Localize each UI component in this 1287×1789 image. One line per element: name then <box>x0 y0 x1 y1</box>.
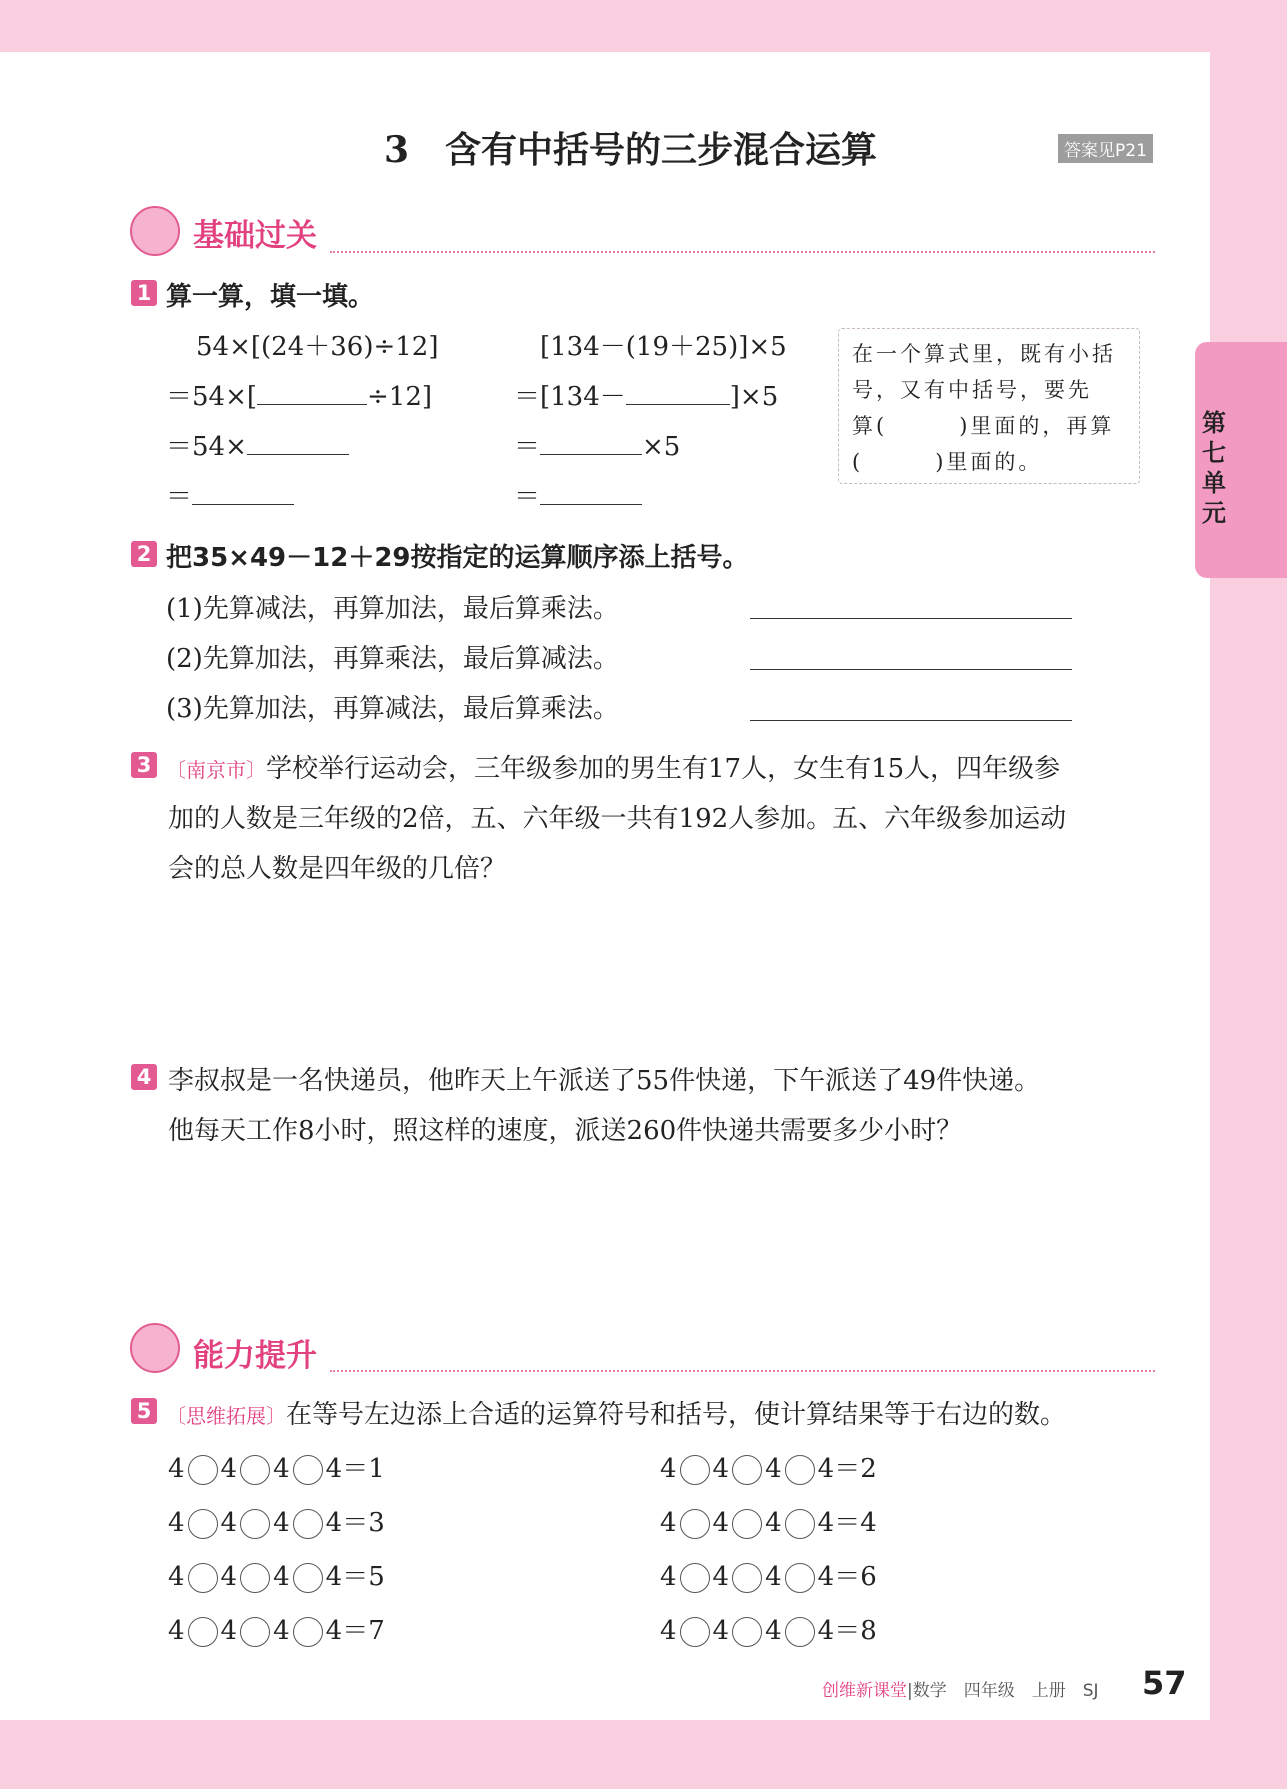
q5-result: ＝7 <box>342 1616 385 1646</box>
q5-digit: 4 <box>325 1616 343 1646</box>
q5-digit: 4 <box>817 1508 835 1538</box>
q2-item-1: (1)先算减法，再算加法，最后算乘法。 <box>166 594 619 624</box>
q5-operator-blank[interactable] <box>680 1563 710 1593</box>
q5-equation-right-4 <box>660 1610 877 1647</box>
q5-operator-blank[interactable] <box>785 1563 815 1593</box>
section-heading-basic: 基础过关 <box>193 218 317 254</box>
q1-right-line3-prefix: ＝ <box>514 432 541 462</box>
q1-blank-6[interactable] <box>540 482 642 505</box>
q5-result: ＝1 <box>342 1454 385 1484</box>
question-prompt: 把35×49－12＋29按指定的运算顺序添上括号。 <box>166 543 749 573</box>
q5-operator-blank[interactable] <box>732 1509 762 1539</box>
q5-digit: 4 <box>273 1508 290 1538</box>
section-divider <box>330 1370 1155 1372</box>
q5-digit: 4 <box>220 1562 238 1592</box>
q5-result: ＝6 <box>834 1562 877 1592</box>
q5-equation-right-1 <box>660 1448 877 1485</box>
q1-right-line3-suffix: ×5 <box>642 432 681 462</box>
q5-operator-blank[interactable] <box>240 1455 270 1485</box>
q2-answer-line-2[interactable] <box>750 669 1072 670</box>
q5-digit: 4 <box>168 1562 185 1592</box>
q5-operator-blank[interactable] <box>293 1563 323 1593</box>
q5-operator-blank[interactable] <box>785 1509 815 1539</box>
q5-prompt-line <box>166 1394 1066 1431</box>
q1-right-line4 <box>514 476 642 513</box>
q5-operator-blank[interactable] <box>732 1563 762 1593</box>
q4-line-1: 李叔叔是一名快递员，他昨天上午派送了55件快递，下午派送了49件快递。 <box>168 1066 1041 1096</box>
section-heading-advanced: 能力提升 <box>193 1338 317 1374</box>
q2-answer-line-1[interactable] <box>750 618 1072 619</box>
q3-line-2: 加的人数是三年级的2倍，五、六年级一共有192人参加。五、六年级参加运动 <box>168 804 1067 834</box>
question-prompt: 算一算，填一填。 <box>166 282 375 312</box>
q5-category-tag: 〔思维拓展〕 <box>166 1404 286 1428</box>
footer-book-info: |数学 四年级 上册 SJ <box>907 1681 1099 1701</box>
q5-digit: 4 <box>765 1616 782 1646</box>
q5-digit: 4 <box>712 1616 730 1646</box>
tip-line-1: 在一个算式里，既有小括 <box>852 342 1116 366</box>
q5-equation-left-1 <box>168 1448 385 1485</box>
q5-result: ＝5 <box>342 1562 385 1592</box>
q1-left-line4 <box>166 476 294 513</box>
q1-right-line1: [134－(19＋25)]×5 <box>540 332 787 362</box>
q5-operator-blank[interactable] <box>293 1455 323 1485</box>
q1-right-line3 <box>514 426 680 463</box>
q5-digit: 4 <box>817 1454 835 1484</box>
footer-brand: 创维新课堂 <box>822 1681 907 1701</box>
q5-operator-blank[interactable] <box>188 1617 218 1647</box>
q1-left-line4-prefix: ＝ <box>166 482 193 512</box>
q1-right-line4-prefix: ＝ <box>514 482 541 512</box>
q5-operator-blank[interactable] <box>240 1563 270 1593</box>
q5-digit: 4 <box>220 1508 238 1538</box>
q5-digit: 4 <box>273 1562 290 1592</box>
q5-operator-blank[interactable] <box>188 1509 218 1539</box>
q5-operator-blank[interactable] <box>240 1617 270 1647</box>
q5-digit: 4 <box>660 1616 677 1646</box>
q2-item-3: (3)先算加法，再算减法，最后算乘法。 <box>166 694 619 724</box>
q1-right-line2-prefix: ＝[134－ <box>514 382 626 412</box>
q5-equation-right-2 <box>660 1502 877 1539</box>
q1-left-line2-prefix: ＝54×[ <box>166 382 258 412</box>
q5-digit: 4 <box>220 1454 238 1484</box>
tip-line-4: ( )里面的。 <box>852 450 1043 474</box>
q5-equation-left-2 <box>168 1502 385 1539</box>
q5-digit: 4 <box>220 1616 238 1646</box>
q5-digit: 4 <box>765 1562 782 1592</box>
q5-operator-blank[interactable] <box>785 1455 815 1485</box>
q1-right-line2 <box>514 376 778 413</box>
q5-digit: 4 <box>817 1616 835 1646</box>
answer-reference-badge: 答案见P21 <box>1058 134 1153 163</box>
q5-operator-blank[interactable] <box>680 1509 710 1539</box>
q5-operator-blank[interactable] <box>188 1455 218 1485</box>
q5-operator-blank[interactable] <box>785 1617 815 1647</box>
q5-operator-blank[interactable] <box>188 1563 218 1593</box>
q5-digit: 4 <box>325 1454 343 1484</box>
q1-left-line2 <box>166 376 432 413</box>
q1-right-line2-suffix: ]×5 <box>729 382 779 412</box>
q5-digit: 4 <box>817 1562 835 1592</box>
q1-blank-4[interactable] <box>626 382 730 405</box>
q5-digit: 4 <box>660 1508 677 1538</box>
q5-operator-blank[interactable] <box>732 1617 762 1647</box>
q5-result: ＝8 <box>834 1616 877 1646</box>
question-number-badge: 5 <box>131 1398 157 1424</box>
q1-left-line3-prefix: ＝54× <box>166 432 247 462</box>
q1-left-line3 <box>166 426 349 463</box>
q1-left-line1: 54×[(24＋36)÷12] <box>196 332 439 362</box>
q5-equation-right-3 <box>660 1556 877 1593</box>
q5-digit: 4 <box>765 1454 782 1484</box>
question-number-badge: 4 <box>131 1064 157 1090</box>
footer-info <box>822 1676 1099 1701</box>
q5-digit: 4 <box>168 1454 185 1484</box>
q3-line-1-text: 学校举行运动会，三年级参加的男生有17人，女生有15人，四年级参 <box>266 754 1061 784</box>
q2-item-2: (2)先算加法，再算乘法，最后算减法。 <box>166 644 619 674</box>
question-number-badge: 2 <box>131 541 157 567</box>
q5-digit: 4 <box>325 1562 343 1592</box>
q1-blank-1[interactable] <box>257 382 367 405</box>
q3-line-3: 会的总人数是四年级的几倍？ <box>168 854 507 884</box>
q4-line-2: 他每天工作8小时，照这样的速度，派送260件快递共需要多少小时？ <box>168 1116 963 1146</box>
unit-side-tab-label: 第七单元 <box>1202 409 1226 527</box>
page-title: 3 含有中括号的三步混合运算 <box>384 129 878 171</box>
q5-digit: 4 <box>168 1616 185 1646</box>
q5-equation-left-3 <box>168 1556 385 1593</box>
q5-operator-blank[interactable] <box>240 1509 270 1539</box>
q5-digit: 4 <box>660 1562 677 1592</box>
section-mascot-icon <box>130 206 180 256</box>
q5-digit: 4 <box>712 1562 730 1592</box>
q5-operator-blank[interactable] <box>293 1617 323 1647</box>
tip-line-3: 算( )里面的，再算 <box>852 414 1115 438</box>
q5-result: ＝2 <box>834 1454 877 1484</box>
q1-blank-2[interactable] <box>247 432 349 455</box>
q5-digit: 4 <box>712 1454 730 1484</box>
tip-line-2: 号，又有中括号，要先 <box>852 378 1092 402</box>
question-number-badge: 1 <box>131 280 157 306</box>
q1-left-line2-suffix: ÷12] <box>367 382 433 412</box>
q5-digit: 4 <box>273 1454 290 1484</box>
q5-operator-blank[interactable] <box>680 1455 710 1485</box>
q5-result: ＝4 <box>834 1508 877 1538</box>
q5-operator-blank[interactable] <box>293 1509 323 1539</box>
q5-digit: 4 <box>273 1616 290 1646</box>
q5-digit: 4 <box>325 1508 343 1538</box>
page-number: 57 <box>1142 1664 1187 1702</box>
q5-digit: 4 <box>660 1454 677 1484</box>
question-number-badge: 3 <box>131 752 157 778</box>
section-mascot-icon <box>130 1323 180 1373</box>
q5-prompt-text: 在等号左边添上合适的运算符号和括号，使计算结果等于右边的数。 <box>286 1400 1067 1430</box>
q2-answer-line-3[interactable] <box>750 720 1072 721</box>
q5-digit: 4 <box>765 1508 782 1538</box>
section-divider <box>330 251 1155 253</box>
q1-blank-3[interactable] <box>192 482 294 505</box>
q5-digit: 4 <box>168 1508 185 1538</box>
q5-operator-blank[interactable] <box>680 1617 710 1647</box>
q5-equation-left-4 <box>168 1610 385 1647</box>
q1-blank-5[interactable] <box>540 432 642 455</box>
q5-digit: 4 <box>712 1508 730 1538</box>
q5-operator-blank[interactable] <box>732 1455 762 1485</box>
q3-line-1 <box>166 748 1060 785</box>
q3-source-tag: 〔南京市〕 <box>166 758 266 782</box>
q5-result: ＝3 <box>342 1508 385 1538</box>
